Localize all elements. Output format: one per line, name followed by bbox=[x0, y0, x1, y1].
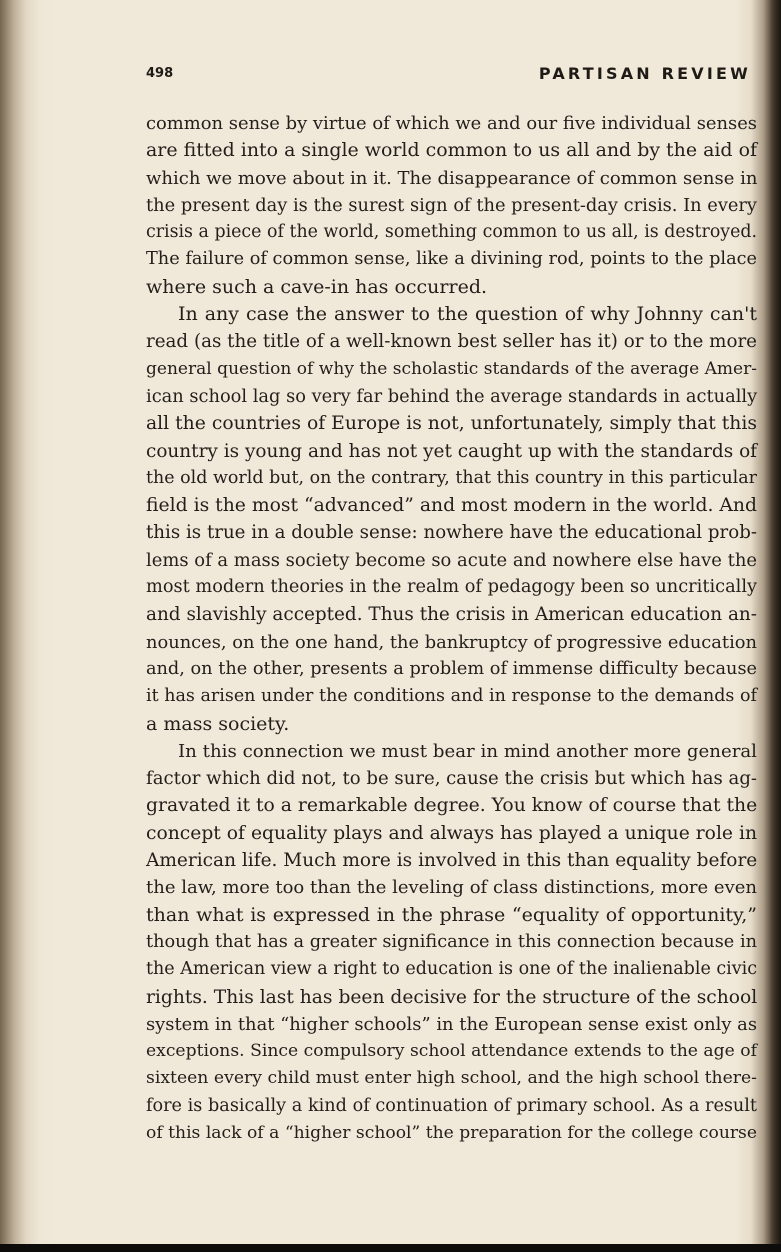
text-line: concept of equality plays and always has played a unique role in bbox=[146, 822, 757, 844]
text-line: the law, more too than the leveling of class distinctions, more even bbox=[146, 877, 757, 899]
page-number: 498 bbox=[146, 66, 174, 81]
text-line: it has arisen under the conditions and in response to the demands of bbox=[146, 686, 757, 707]
text-line: which we move about in it. The disappearance of common sense in bbox=[146, 167, 758, 189]
text-line: though that has a greater significance in this connection because in bbox=[146, 931, 757, 952]
journal-title: PARTISAN REVIEW bbox=[538, 64, 751, 83]
text-line: exceptions. Since compulsory school attendance extends to the age of bbox=[146, 1041, 757, 1062]
text-line: of this lack of a “higher school” the preparation for the college course bbox=[146, 1122, 757, 1143]
text-line: than what is expressed in the phrase “equality of opportunity,” bbox=[146, 903, 757, 926]
text-line: common sense by virtue of which we and our five individual senses bbox=[146, 113, 757, 134]
text-line: all the countries of Europe is not, unfortunately, simply that this bbox=[146, 413, 757, 435]
text-line: the American view a right to education is one of the inalienable civic bbox=[146, 959, 758, 980]
body-text bbox=[146, 110, 757, 1147]
running-head bbox=[146, 64, 751, 86]
text-line: where such a cave-in has occurred. bbox=[146, 275, 488, 298]
text-line: fore is basically a kind of continuation of primary school. As a result bbox=[146, 1095, 757, 1116]
text-line: field is the most “advanced” and most modern in the world. And bbox=[146, 495, 757, 517]
text-line: nounces, on the one hand, the bankruptcy of progressive education bbox=[146, 631, 757, 653]
page-bottom-edge bbox=[0, 1244, 781, 1252]
text-line: lems of a mass society become so acute and nowhere else have the bbox=[146, 549, 758, 571]
text-line: factor which did not, to be sure, cause the crisis but which has ag- bbox=[146, 768, 757, 790]
text-line: country is young and has not yet caught up with the standards of bbox=[146, 440, 757, 462]
text-line: general question of why the scholastic standards of the average Amer- bbox=[146, 358, 757, 379]
paragraph-first-line: In any case the answer to the question of why Johnny can't bbox=[178, 303, 757, 326]
text-line: sixteen every child must enter high school, and the high school there- bbox=[146, 1068, 757, 1089]
text-line: and, on the other, presents a problem of immense difficulty because bbox=[146, 658, 757, 679]
text-line: ican school lag so very far behind the average standards in actually bbox=[146, 385, 758, 407]
text-line: are fitted into a single world common to us all and by the aid of bbox=[146, 139, 757, 162]
text-line: a mass society. bbox=[146, 712, 290, 735]
text-line: rights. This last has been decisive for the structure of the school bbox=[146, 986, 758, 1008]
text-line: the present day is the surest sign of the present-day crisis. In every bbox=[146, 194, 757, 216]
paragraph-first-line: In this connection we must bear in mind another more general bbox=[178, 740, 757, 762]
text-line: The failure of common sense, like a divining rod, points to the place bbox=[146, 249, 757, 270]
text-line: crisis a piece of the world, something common to us all, is destroyed. bbox=[146, 222, 757, 243]
text-line: this is true in a double sense: nowhere have the educational prob- bbox=[146, 522, 757, 544]
text-line: and slavishly accepted. Thus the crisis in American education an- bbox=[146, 604, 757, 626]
text-line: most modern theories in the realm of pedagogy been so uncritically bbox=[146, 577, 758, 598]
text-line: American life. Much more is involved in this than equality before bbox=[146, 850, 758, 872]
text-line: read (as the title of a well-known best seller has it) or to the more bbox=[146, 331, 757, 353]
text-line: the old world but, on the contrary, that this country in this particular bbox=[146, 467, 757, 488]
text-line: system in that “higher schools” in the European sense exist only as bbox=[146, 1013, 757, 1035]
text-line: gravated it to a remarkable degree. You know of course that the bbox=[146, 795, 758, 817]
